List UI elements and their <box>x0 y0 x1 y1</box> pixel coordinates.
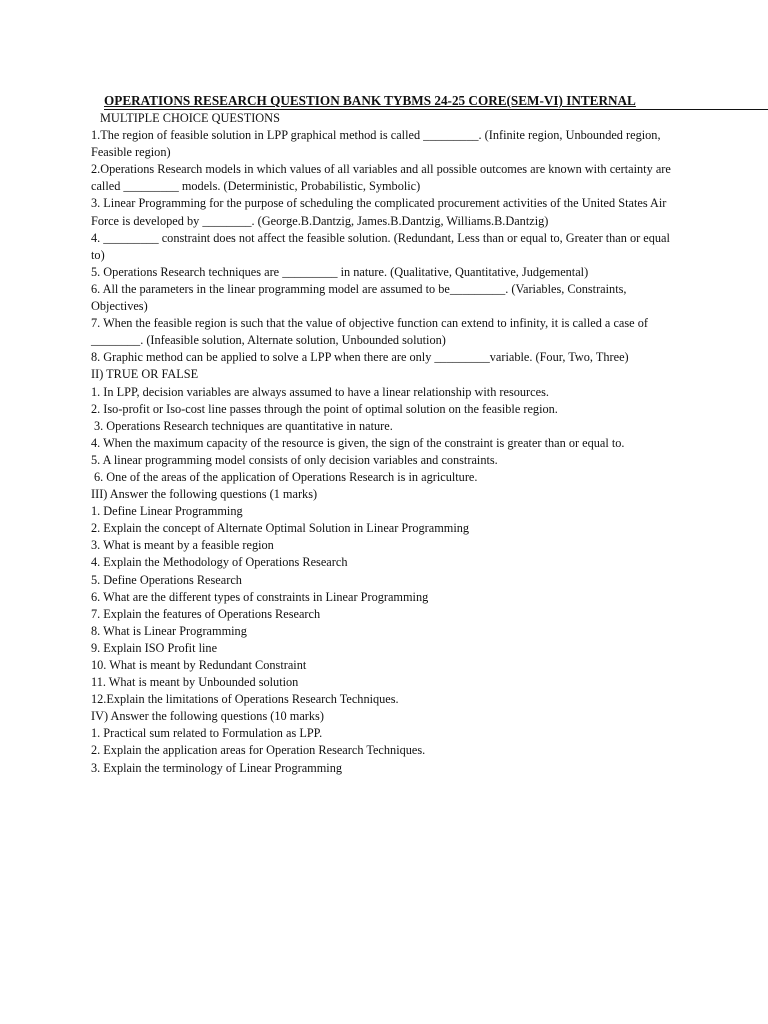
short-question-5: 5. Define Operations Research <box>91 572 242 587</box>
page-title: OPERATIONS RESEARCH QUESTION BANK TYBMS 24-25 CORE(SEM-VI) INTERNAL <box>104 92 768 110</box>
tf-question-1: 1. In LPP, decision variables are always assumed to have a linear relationship with resources. <box>91 384 549 399</box>
mcq-question-5: 5. Operations Research techniques are _________ in nature. (Qualitative, Quantitative, Judgemental) <box>91 264 589 279</box>
tf-question-5: 5. A linear programming model consists of only decision variables and constraints. <box>91 452 498 467</box>
short-question-4: 4. Explain the Methodology of Operations Research <box>91 555 348 570</box>
tf-question-6: 6. One of the areas of the application of Operations Research is in agriculture. <box>94 469 478 484</box>
short-question-3: 3. What is meant by a feasible region <box>91 538 274 553</box>
tf-question-4: 4. When the maximum capacity of the resource is given, the sign of the constraint is greater than or equal to. <box>91 435 625 450</box>
section-heading-mcq: MULTIPLE CHOICE QUESTIONS <box>100 111 280 125</box>
mcq-question-8: 8. Graphic method can be applied to solve a LPP when there are only _________variable. (Four, Two, Three) <box>91 350 629 365</box>
short-question-2: 2. Explain the concept of Alternate Optimal Solution in Linear Programming <box>91 521 470 536</box>
mcq-question-1: 1.The region of feasible solution in LPP graphical method is called _________. (Infinite region, Unbounded region, Feasible region) <box>91 128 661 160</box>
mcq-question-6: 6. All the parameters in the linear programming model are assumed to be_________. (Variables, Constraints, Objectives) <box>91 281 627 314</box>
short-question-1: 1. Define Linear Programming <box>91 504 243 519</box>
mcq-question-4: 4. _________ constraint does not affect the feasible solution. (Redundant, Less than or equal to, Greater than or equal to) <box>91 230 670 262</box>
short-question-11: 11. What is meant by Unbounded solution <box>91 675 299 690</box>
mcq-question-3: 3. Linear Programming for the purpose of scheduling the complicated procurement activities of the United States Air Force is developed by ________. (George.B.Dantzig, James.B.Dantzig, Williams.B.Dantzig) <box>91 196 667 228</box>
long-question-1: 1. Practical sum related to Formulation as LPP. <box>91 726 323 741</box>
short-question-12: 12.Explain the limitations of Operations Research Techniques. <box>91 692 399 707</box>
short-question-6: 6. What are the different types of constraints in Linear Programming <box>91 589 429 604</box>
long-question-3: 3. Explain the terminology of Linear Programming <box>91 760 343 775</box>
tf-question-3: 3. Operations Research techniques are quantitative in nature. <box>94 418 393 433</box>
short-question-7: 7. Explain the features of Operations Research <box>91 606 321 621</box>
tf-question-2: 2. Iso-profit or Iso-cost line passes through the point of optimal solution on the feasible region. <box>91 401 558 416</box>
document-body <box>91 110 681 777</box>
mcq-question-7: 7. When the feasible region is such that the value of objective function can extend to infinity, it is called a case of ________. (Infeasible solution, Alternate solution, Unbounded solution) <box>91 316 648 348</box>
mcq-question-2: 2.Operations Research models in which values of all variables and all possible outcomes are known with certainty are called _________ models. (Deterministic, Probabilistic, Symbolic) <box>91 162 671 194</box>
section-heading-1-mark: III) Answer the following questions (1 marks) <box>91 487 318 502</box>
short-question-10: 10. What is meant by Redundant Constraint <box>91 658 307 672</box>
short-question-8: 8. What is Linear Programming <box>91 623 247 638</box>
section-heading-10-marks: IV) Answer the following questions (10 marks) <box>91 709 324 724</box>
section-heading-true-false: II) TRUE OR FALSE <box>91 367 199 382</box>
short-question-9: 9. Explain ISO Profit line <box>91 640 218 655</box>
long-question-2: 2. Explain the application areas for Operation Research Techniques. <box>91 743 426 758</box>
